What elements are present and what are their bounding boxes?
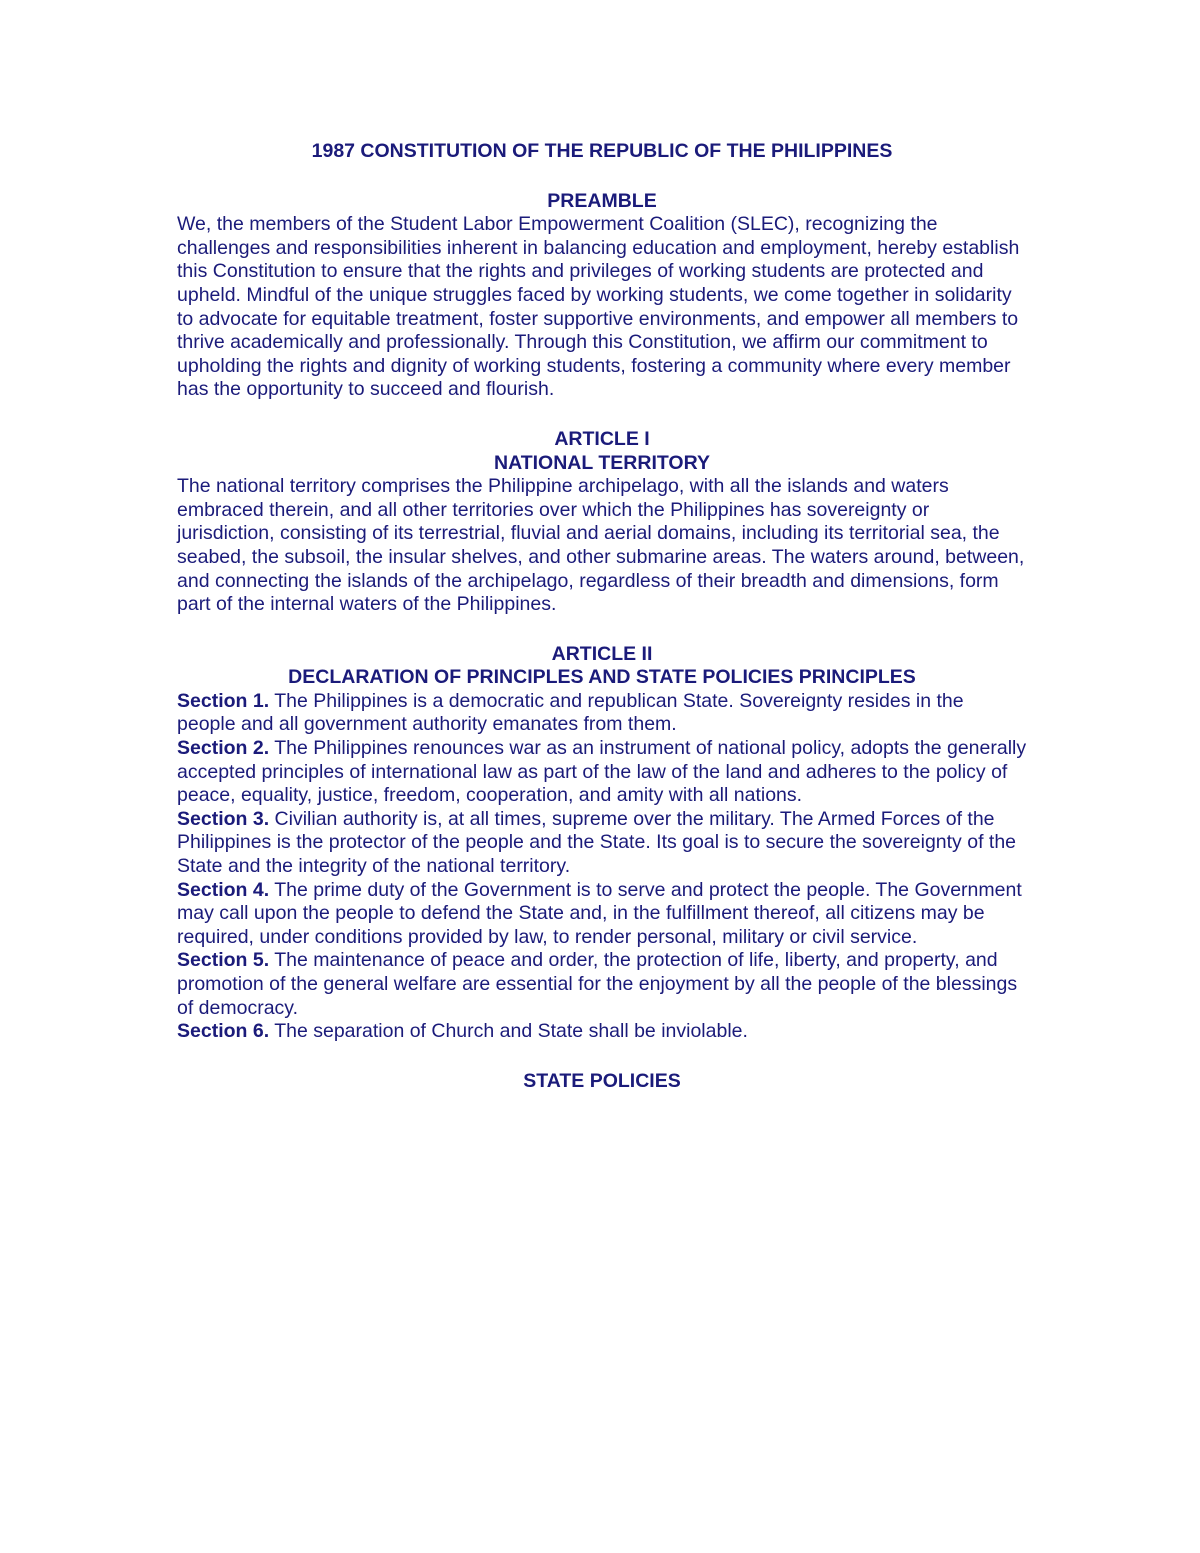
document-page — [177, 140, 1027, 1093]
article-1-title: NATIONAL TERRITORY — [494, 451, 710, 474]
section-1-label: Section 1. — [177, 689, 270, 712]
section-5-label: Section 5. — [177, 949, 270, 972]
article-1-text: The national territory comprises the Philippine archipelago, with all the islands and waters embraced therein, and all other territories over which the Philippines has sovereignty or jurisdiction, consisting of its terrestrial, fluvial and aerial domains, including its territorial sea, the seabed, the subsoil, the insular shelves, and other submarine areas. The waters around, between, and connecting the islands of the archipelago, regardless of their breadth and dimensions, form part of the internal waters of the Philippines. — [177, 475, 1025, 616]
section-2-text: The Philippines renounces war as an instrument of national policy, adopts the generally accepted principles of international law as part of the law of the land and adheres to the policy of peace, equality, justice, freedom, cooperation, and amity with all nations. — [177, 737, 1027, 807]
article-2-title: DECLARATION OF PRINCIPLES AND STATE POLICIES PRINCIPLES — [288, 666, 916, 689]
article-2-heading — [177, 643, 1027, 690]
state-policies-heading: STATE POLICIES — [523, 1069, 681, 1092]
section-4-label: Section 4. — [177, 878, 270, 901]
section-4 — [177, 879, 1027, 950]
article-2-number: ARTICLE II — [551, 642, 653, 665]
preamble-heading: PREAMBLE — [547, 189, 657, 212]
section-6-label: Section 6. — [177, 1020, 270, 1043]
section-6 — [177, 1020, 1027, 1044]
section-5 — [177, 949, 1027, 1020]
section-5-text: The maintenance of peace and order, the protection of life, liberty, and property, and promotion of the general welfare are essential for the enjoyment by all the people of the blessings of democracy. — [177, 949, 1018, 1019]
section-1 — [177, 690, 1027, 737]
section-3-label: Section 3. — [177, 807, 270, 830]
article-1-heading — [177, 428, 1027, 475]
section-4-text: The prime duty of the Government is to serve and protect the people. The Government may call upon the people to defend the State and, in the fulfillment thereof, all citizens may be required, under conditions provided by law, to render personal, military or civil service. — [177, 878, 1022, 948]
preamble-text: We, the members of the Student Labor Empowerment Coalition (SLEC), recognizing the challenges and responsibilities inherent in balancing education and employment, hereby establish this Constitution to ensure that the rights and privileges of working students are protected and upheld. Mindful of the unique struggles faced by working students, we come together in solidarity to advocate for equitable treatment, foster supportive environments, and empower all members to thrive academically and professionally. Through this Constitution, we affirm our commitment to upholding the rights and dignity of working students, fostering a community where every member has the opportunity to succeed and flourish. — [177, 213, 1020, 401]
section-3 — [177, 808, 1027, 879]
article-1-number: ARTICLE I — [554, 427, 650, 450]
section-6-text: The separation of Church and State shall be inviolable. — [274, 1020, 748, 1043]
section-2 — [177, 737, 1027, 808]
section-2-label: Section 2. — [177, 737, 270, 760]
section-3-text: Civilian authority is, at all times, supreme over the military. The Armed Forces of the Philippines is the protector of the people and the State. Its goal is to secure the sovereignty of the State and the integrity of the national territory. — [177, 807, 1017, 878]
section-1-text: The Philippines is a democratic and republican State. Sovereignty resides in the people and all government authority emanates from them. — [177, 689, 964, 736]
document-title: 1987 CONSTITUTION OF THE REPUBLIC OF THE PHILIPPINES — [311, 140, 893, 162]
